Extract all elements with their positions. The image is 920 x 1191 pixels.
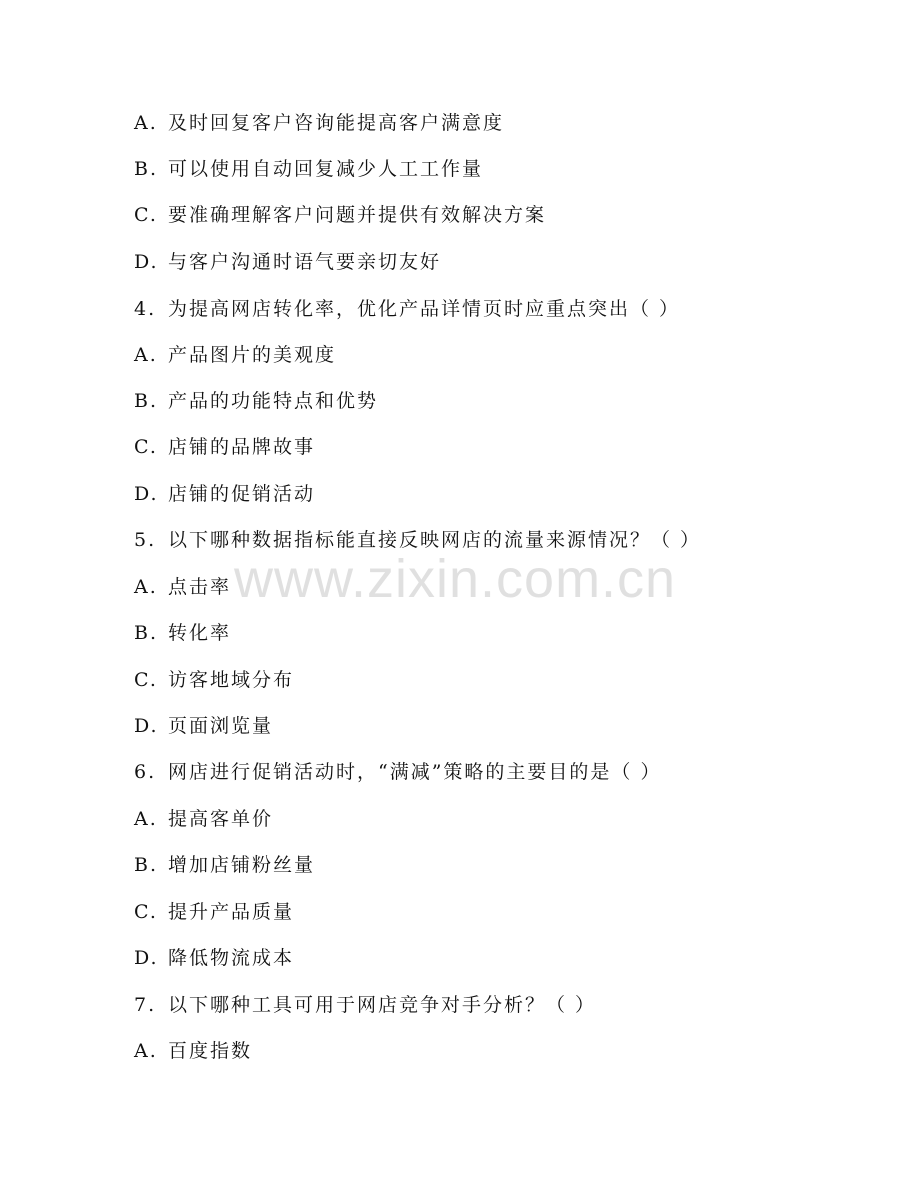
option-label: D. <box>134 715 159 737</box>
option-label: D. <box>134 947 159 969</box>
option-text: 店铺的促销活动 <box>168 483 316 505</box>
option-text: 访客地域分布 <box>168 669 295 691</box>
option-text: 产品的功能特点和优势 <box>168 390 379 412</box>
question-text: 为提高网店转化率，优化产品详情页时应重点突出（ ） <box>168 298 681 320</box>
option-line <box>134 479 874 509</box>
question-line <box>134 757 874 787</box>
option-text: 百度指数 <box>168 1040 253 1062</box>
option-line <box>134 1036 874 1066</box>
option-text: 增加店铺粉丝量 <box>168 854 316 876</box>
option-line <box>134 943 874 973</box>
option-label: A. <box>134 808 158 830</box>
option-line <box>134 386 874 416</box>
option-label: C. <box>134 669 158 691</box>
option-line <box>134 108 874 138</box>
question-number: 7. <box>134 994 157 1016</box>
option-line <box>134 804 874 834</box>
option-line <box>134 618 874 648</box>
option-text: 提升产品质量 <box>168 901 295 923</box>
question-text: 以下哪种数据指标能直接反映网店的流量来源情况？（ ） <box>168 529 702 551</box>
question-line <box>134 294 874 324</box>
question-text: 以下哪种工具可用于网店竞争对手分析？（ ） <box>168 994 597 1016</box>
option-label: B. <box>134 158 159 180</box>
option-label: B. <box>134 622 159 644</box>
option-line <box>134 247 874 277</box>
option-text: 转化率 <box>168 622 232 644</box>
option-label: D. <box>134 251 159 273</box>
option-text: 页面浏览量 <box>168 715 274 737</box>
option-label: A. <box>134 576 158 598</box>
option-label: C. <box>134 204 158 226</box>
option-label: B. <box>134 854 159 876</box>
option-text: 与客户沟通时语气要亲切友好 <box>168 251 442 273</box>
question-text: 网店进行促销活动时，“满减”策略的主要目的是（ ） <box>168 761 662 783</box>
option-text: 点击率 <box>168 576 232 598</box>
option-line <box>134 850 874 880</box>
option-line <box>134 572 874 602</box>
question-line <box>134 525 874 555</box>
option-text: 提高客单价 <box>168 808 274 830</box>
question-line <box>134 990 874 1020</box>
question-number: 4. <box>134 298 157 320</box>
option-label: C. <box>134 901 158 923</box>
watermark: www.zixin.com.cn <box>234 549 677 609</box>
option-label: C. <box>134 436 158 458</box>
option-text: 及时回复客户咨询能提高客户满意度 <box>168 112 505 134</box>
option-label: A. <box>134 112 158 134</box>
option-text: 可以使用自动回复减少人工工作量 <box>168 158 484 180</box>
option-text: 产品图片的美观度 <box>168 344 337 366</box>
option-text: 店铺的品牌故事 <box>168 436 316 458</box>
option-label: D. <box>134 483 159 505</box>
option-line <box>134 340 874 370</box>
question-number: 5. <box>134 529 157 551</box>
option-line <box>134 154 874 184</box>
option-label: A. <box>134 344 158 366</box>
option-line <box>134 711 874 741</box>
option-label: A. <box>134 1040 158 1062</box>
option-line <box>134 200 874 230</box>
question-number: 6. <box>134 761 157 783</box>
option-line <box>134 432 874 462</box>
option-text: 降低物流成本 <box>168 947 295 969</box>
option-text: 要准确理解客户问题并提供有效解决方案 <box>168 204 547 226</box>
option-line <box>134 665 874 695</box>
option-label: B. <box>134 390 159 412</box>
option-line <box>134 897 874 927</box>
